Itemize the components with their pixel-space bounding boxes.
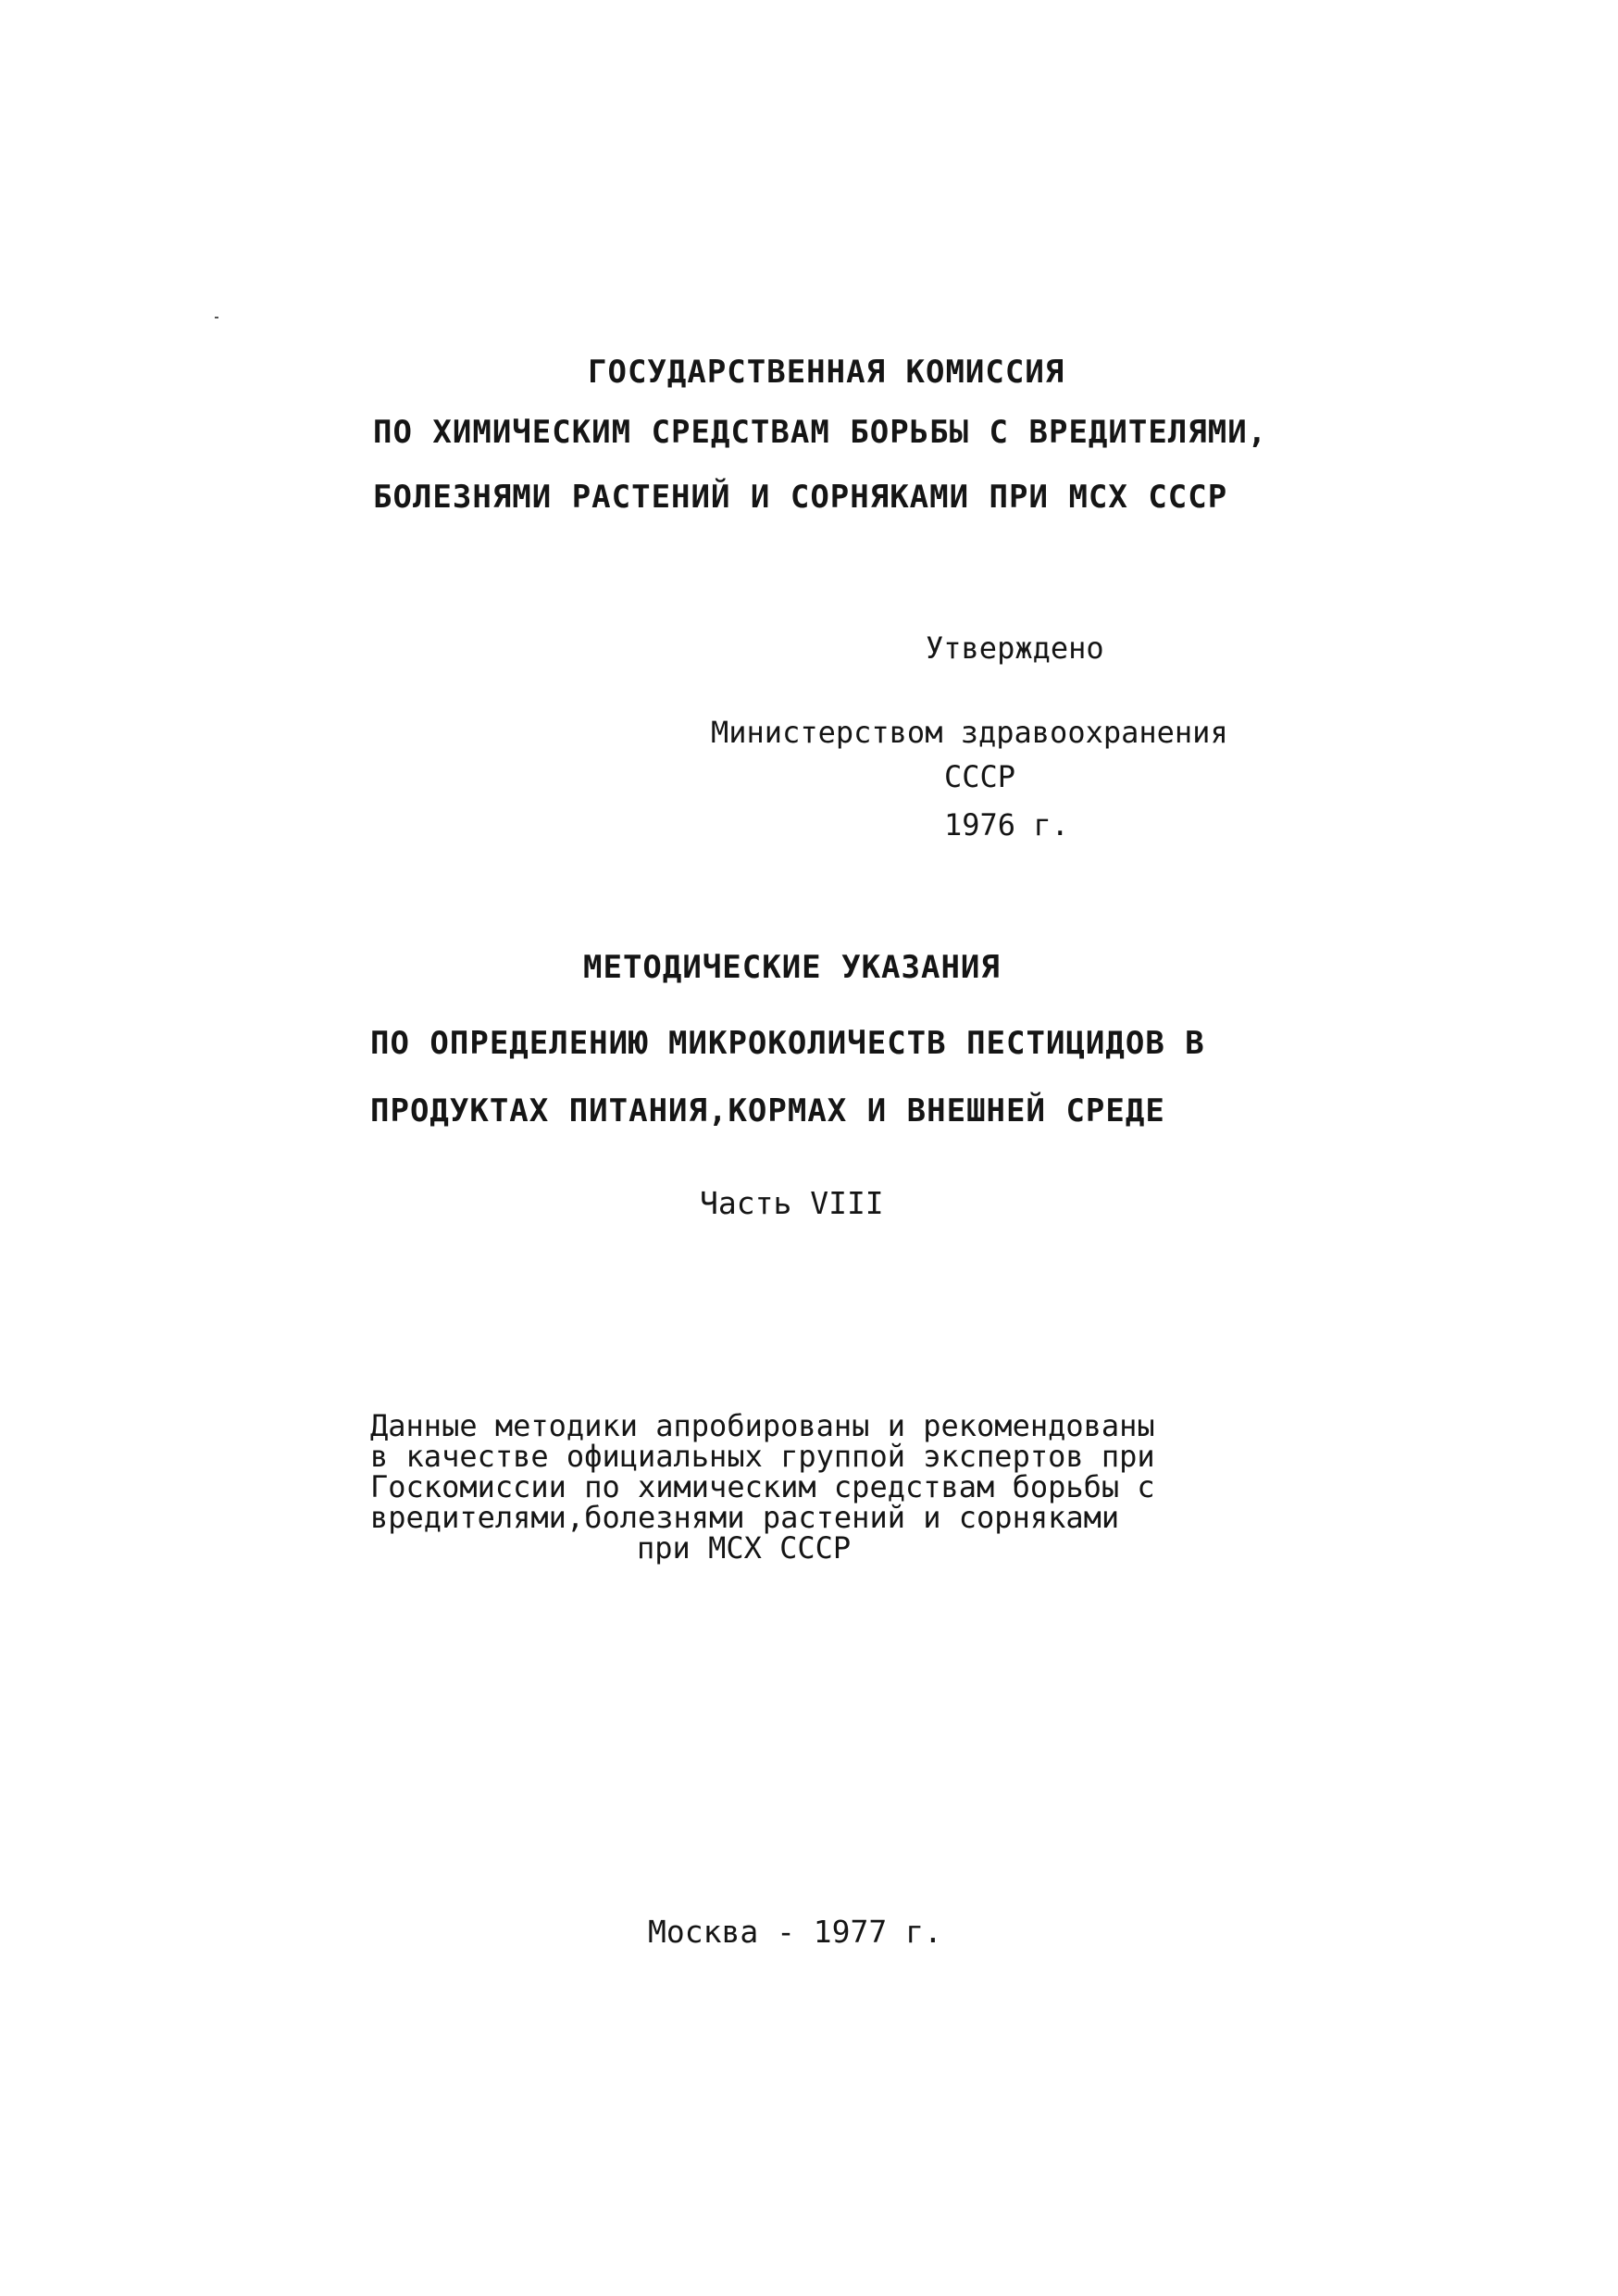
note-line-3: Госкомиссии по химическим средствам борьбы с [370, 1469, 1155, 1504]
note-line-1: Данные методики апробированы и рекомендованы [370, 1408, 1155, 1443]
note-line-5: при МСХ СССР [637, 1530, 852, 1566]
title-line-2: ПО ОПРЕДЕЛЕНИЮ МИКРОКОЛИЧЕСТВ ПЕСТИЦИДОВ В [370, 1025, 1205, 1062]
header-line-3: БОЛЕЗНЯМИ РАСТЕНИЙ И СОРНЯКАМИ ПРИ МСХ СССР [373, 479, 1228, 516]
header-line-2: ПО ХИМИЧЕСКИМ СРЕДСТВАМ БОРЬБЫ С ВРЕДИТЕЛЯМИ, [373, 414, 1268, 451]
title-line-1: МЕТОДИЧЕСКИЕ УКАЗАНИЯ [583, 949, 1001, 986]
approval-year: 1976 г. [944, 807, 1069, 842]
approval-line-1: Министерством здравоохранения [711, 715, 1228, 750]
note-line-2: в качестве официальных группой экспертов при [370, 1439, 1155, 1474]
note-line-4: вредителями,болезнями растений и сорняками [370, 1500, 1120, 1535]
approval-label: Утверждено [926, 630, 1104, 666]
header-line-1: ГОСУДАРСТВЕННАЯ КОМИССИЯ [588, 354, 1065, 391]
scan-speck [215, 317, 218, 318]
place-and-year: Москва - 1977 г. [648, 1914, 942, 1950]
part-number: Часть VIII [700, 1185, 884, 1221]
title-line-3: ПРОДУКТАХ ПИТАНИЯ,КОРМАХ И ВНЕШНЕЙ СРЕДЕ [370, 1092, 1165, 1129]
approval-line-2: СССР [944, 759, 1016, 794]
